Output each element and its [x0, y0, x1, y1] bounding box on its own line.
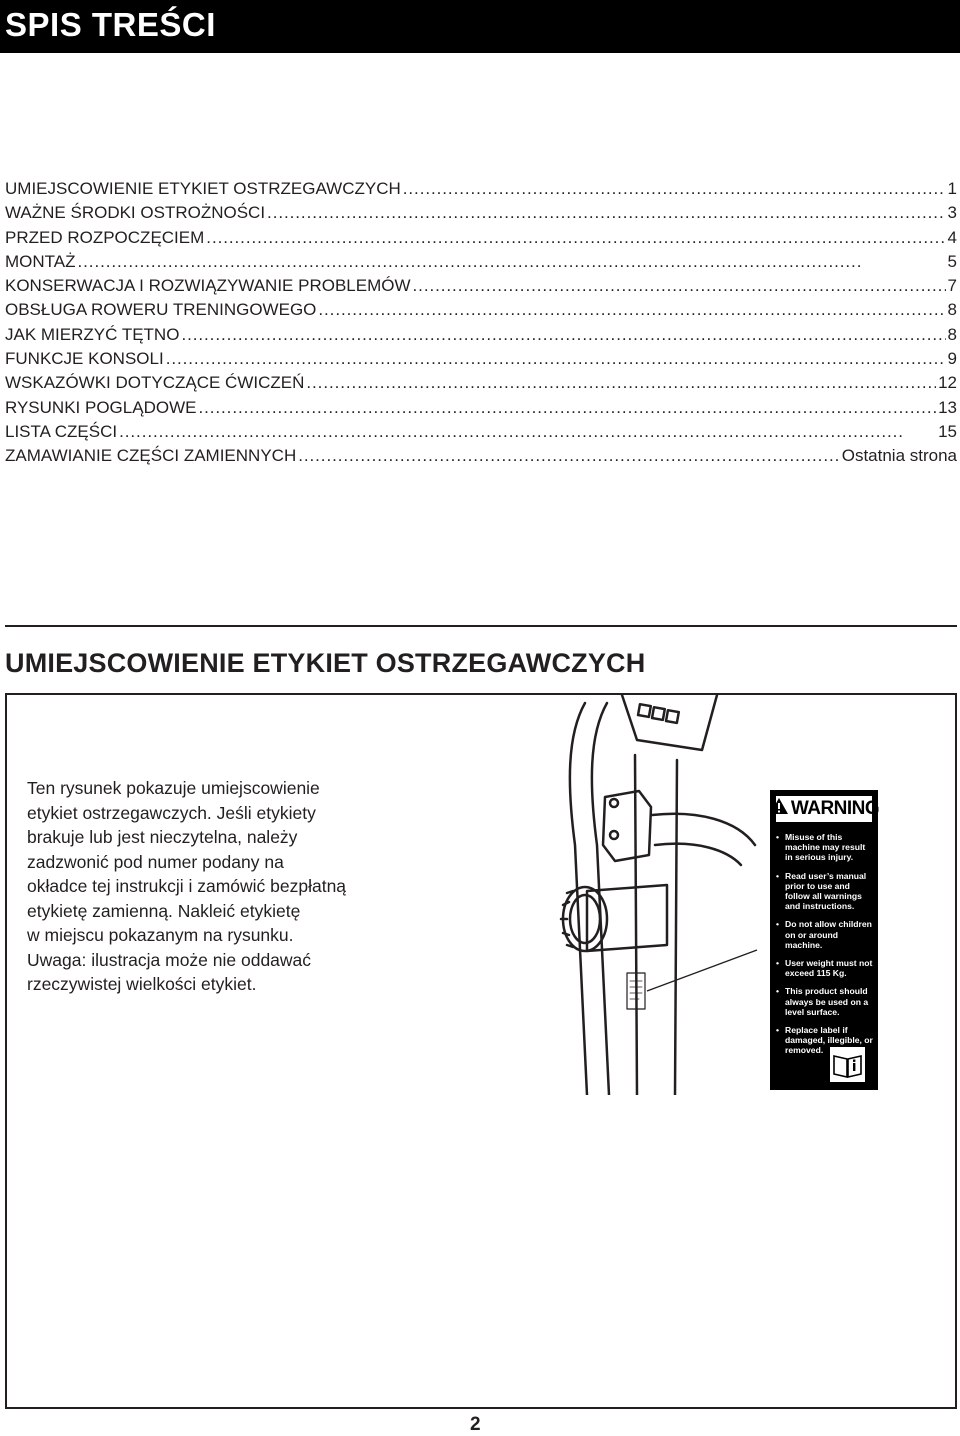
- toc-leader-dots: [267, 201, 945, 225]
- read-manual-icon: [830, 1047, 865, 1082]
- toc-entry-label: LISTA CZĘŚCI: [5, 421, 118, 441]
- warning-list: [776, 832, 874, 1064]
- toc-leader-dots: [166, 347, 946, 371]
- toc-entry[interactable]: [5, 323, 957, 347]
- toc-entry-label: UMIEJSCOWIENIE ETYKIET OSTRZEGAWCZYCH: [5, 179, 401, 198]
- toc-leader-dots: [198, 396, 936, 420]
- warning-item: • Read user’s manual prior to use and follow all warnings and instructions.: [776, 871, 874, 912]
- title-bar: [0, 0, 960, 53]
- toc-entry-label: FUNKCJE KONSOLI: [5, 349, 164, 369]
- description-line: brakuje lub jest nieczytelna, należy: [27, 827, 298, 847]
- toc-leader-dots: [403, 177, 946, 201]
- toc-entry-label: RYSUNKI POGLĄDOWE: [5, 397, 197, 417]
- toc-entry[interactable]: [5, 177, 957, 201]
- section-divider: [5, 625, 957, 627]
- toc-entry[interactable]: [5, 250, 957, 274]
- toc-entry-page: 12: [938, 373, 957, 393]
- warning-label-heading: [776, 796, 880, 822]
- toc-entry[interactable]: [5, 298, 957, 322]
- toc-entry-page: 8: [947, 324, 957, 344]
- toc-entry-label: KONSERWACJA I ROZWIĄZYWANIE PROBLEMÓW: [5, 276, 411, 296]
- page-number: 2: [470, 1414, 481, 1435]
- toc-entry[interactable]: [5, 396, 957, 420]
- toc-entry-label: OBSŁUGA ROWERU TRENINGOWEGO: [5, 300, 317, 320]
- toc-entry[interactable]: [5, 347, 957, 371]
- warning-label: [770, 790, 878, 1090]
- toc-entry-label: WAŻNE ŚRODKI OSTROŻNOŚCI: [5, 203, 266, 223]
- toc-entry-page: 5: [947, 251, 957, 271]
- toc-entry-label: MONTAŻ: [5, 251, 76, 271]
- page-title: SPIS TREŚCI: [5, 6, 216, 43]
- section-heading: UMIEJSCOWIENIE ETYKIET OSTRZEGAWCZYCH: [5, 648, 646, 678]
- figure-description: [27, 776, 407, 997]
- toc-leader-dots: [181, 323, 945, 347]
- description-line: Ten rysunek pokazuje umiejscowienie: [27, 778, 320, 798]
- toc-entry-page: 3: [947, 203, 957, 223]
- toc-entry-page: 13: [938, 397, 957, 417]
- toc-leader-dots: [298, 444, 840, 468]
- toc-entry-page: 15: [938, 421, 957, 441]
- toc-entry[interactable]: [5, 201, 957, 225]
- toc-entry-label: ZAMAWIANIE CZĘŚCI ZAMIENNYCH: [5, 446, 297, 466]
- toc-leader-dots: [318, 298, 945, 322]
- toc-entry-page: 4: [947, 227, 957, 247]
- description-line: etykiet ostrzegawczych. Jeśli etykiety: [27, 802, 316, 823]
- warning-item: • Do not allow children on or around machine.: [776, 919, 874, 950]
- description-line: etykietę zamienną. Nakleić etykietę: [27, 900, 301, 921]
- toc-leader-dots: [306, 371, 936, 395]
- toc-entry[interactable]: [5, 226, 957, 250]
- toc-entry[interactable]: [5, 274, 957, 298]
- toc-entry-page: 9: [947, 349, 957, 369]
- warning-item: • User weight must not exceed 115 Kg.: [776, 958, 874, 978]
- description-line: zadzwonić pod numer podany na: [27, 851, 284, 872]
- toc-entry-page: 1: [947, 179, 957, 198]
- toc-entry-page: Ostatnia strona: [841, 446, 957, 466]
- description-line: Uwaga: ilustracja może nie oddawać: [27, 949, 312, 970]
- toc-entry[interactable]: [5, 420, 957, 444]
- toc-entry[interactable]: [5, 444, 957, 468]
- warning-heading-text: WARNING: [790, 798, 880, 819]
- warning-triangle-icon: [769, 797, 789, 821]
- bike-frame-illustration: [527, 695, 767, 1095]
- toc-leader-dots: [119, 420, 936, 444]
- toc-leader-dots: [413, 274, 946, 298]
- warning-item: • Replace label if damaged, illegible, or removed.: [776, 1025, 874, 1056]
- description-line: rzeczywistej wielkości etykiet.: [27, 974, 257, 994]
- description-line: okładce tej instrukcji i zamówić bezpłatną: [27, 876, 347, 896]
- toc-leader-dots: [206, 226, 945, 250]
- toc-entry-label: WSKAZÓWKI DOTYCZĄCE ĆWICZEŃ: [5, 373, 305, 393]
- toc-leader-dots: [78, 250, 946, 274]
- toc-entry-label: JAK MIERZYĆ TĘTNO: [5, 324, 180, 344]
- toc-entry-label: PRZED ROZPOCZĘCIEM: [5, 227, 205, 247]
- warning-item: • This product should always be used on a level surface.: [776, 986, 874, 1017]
- toc-entry-page: 8: [947, 300, 957, 320]
- warning-item: • Misuse of this machine may result in serious injury.: [776, 832, 874, 863]
- toc-entry[interactable]: [5, 371, 957, 395]
- description-line: w miejscu pokazanym na rysunku.: [27, 925, 294, 945]
- table-of-contents: [5, 177, 957, 469]
- toc-entry-page: 7: [947, 276, 957, 296]
